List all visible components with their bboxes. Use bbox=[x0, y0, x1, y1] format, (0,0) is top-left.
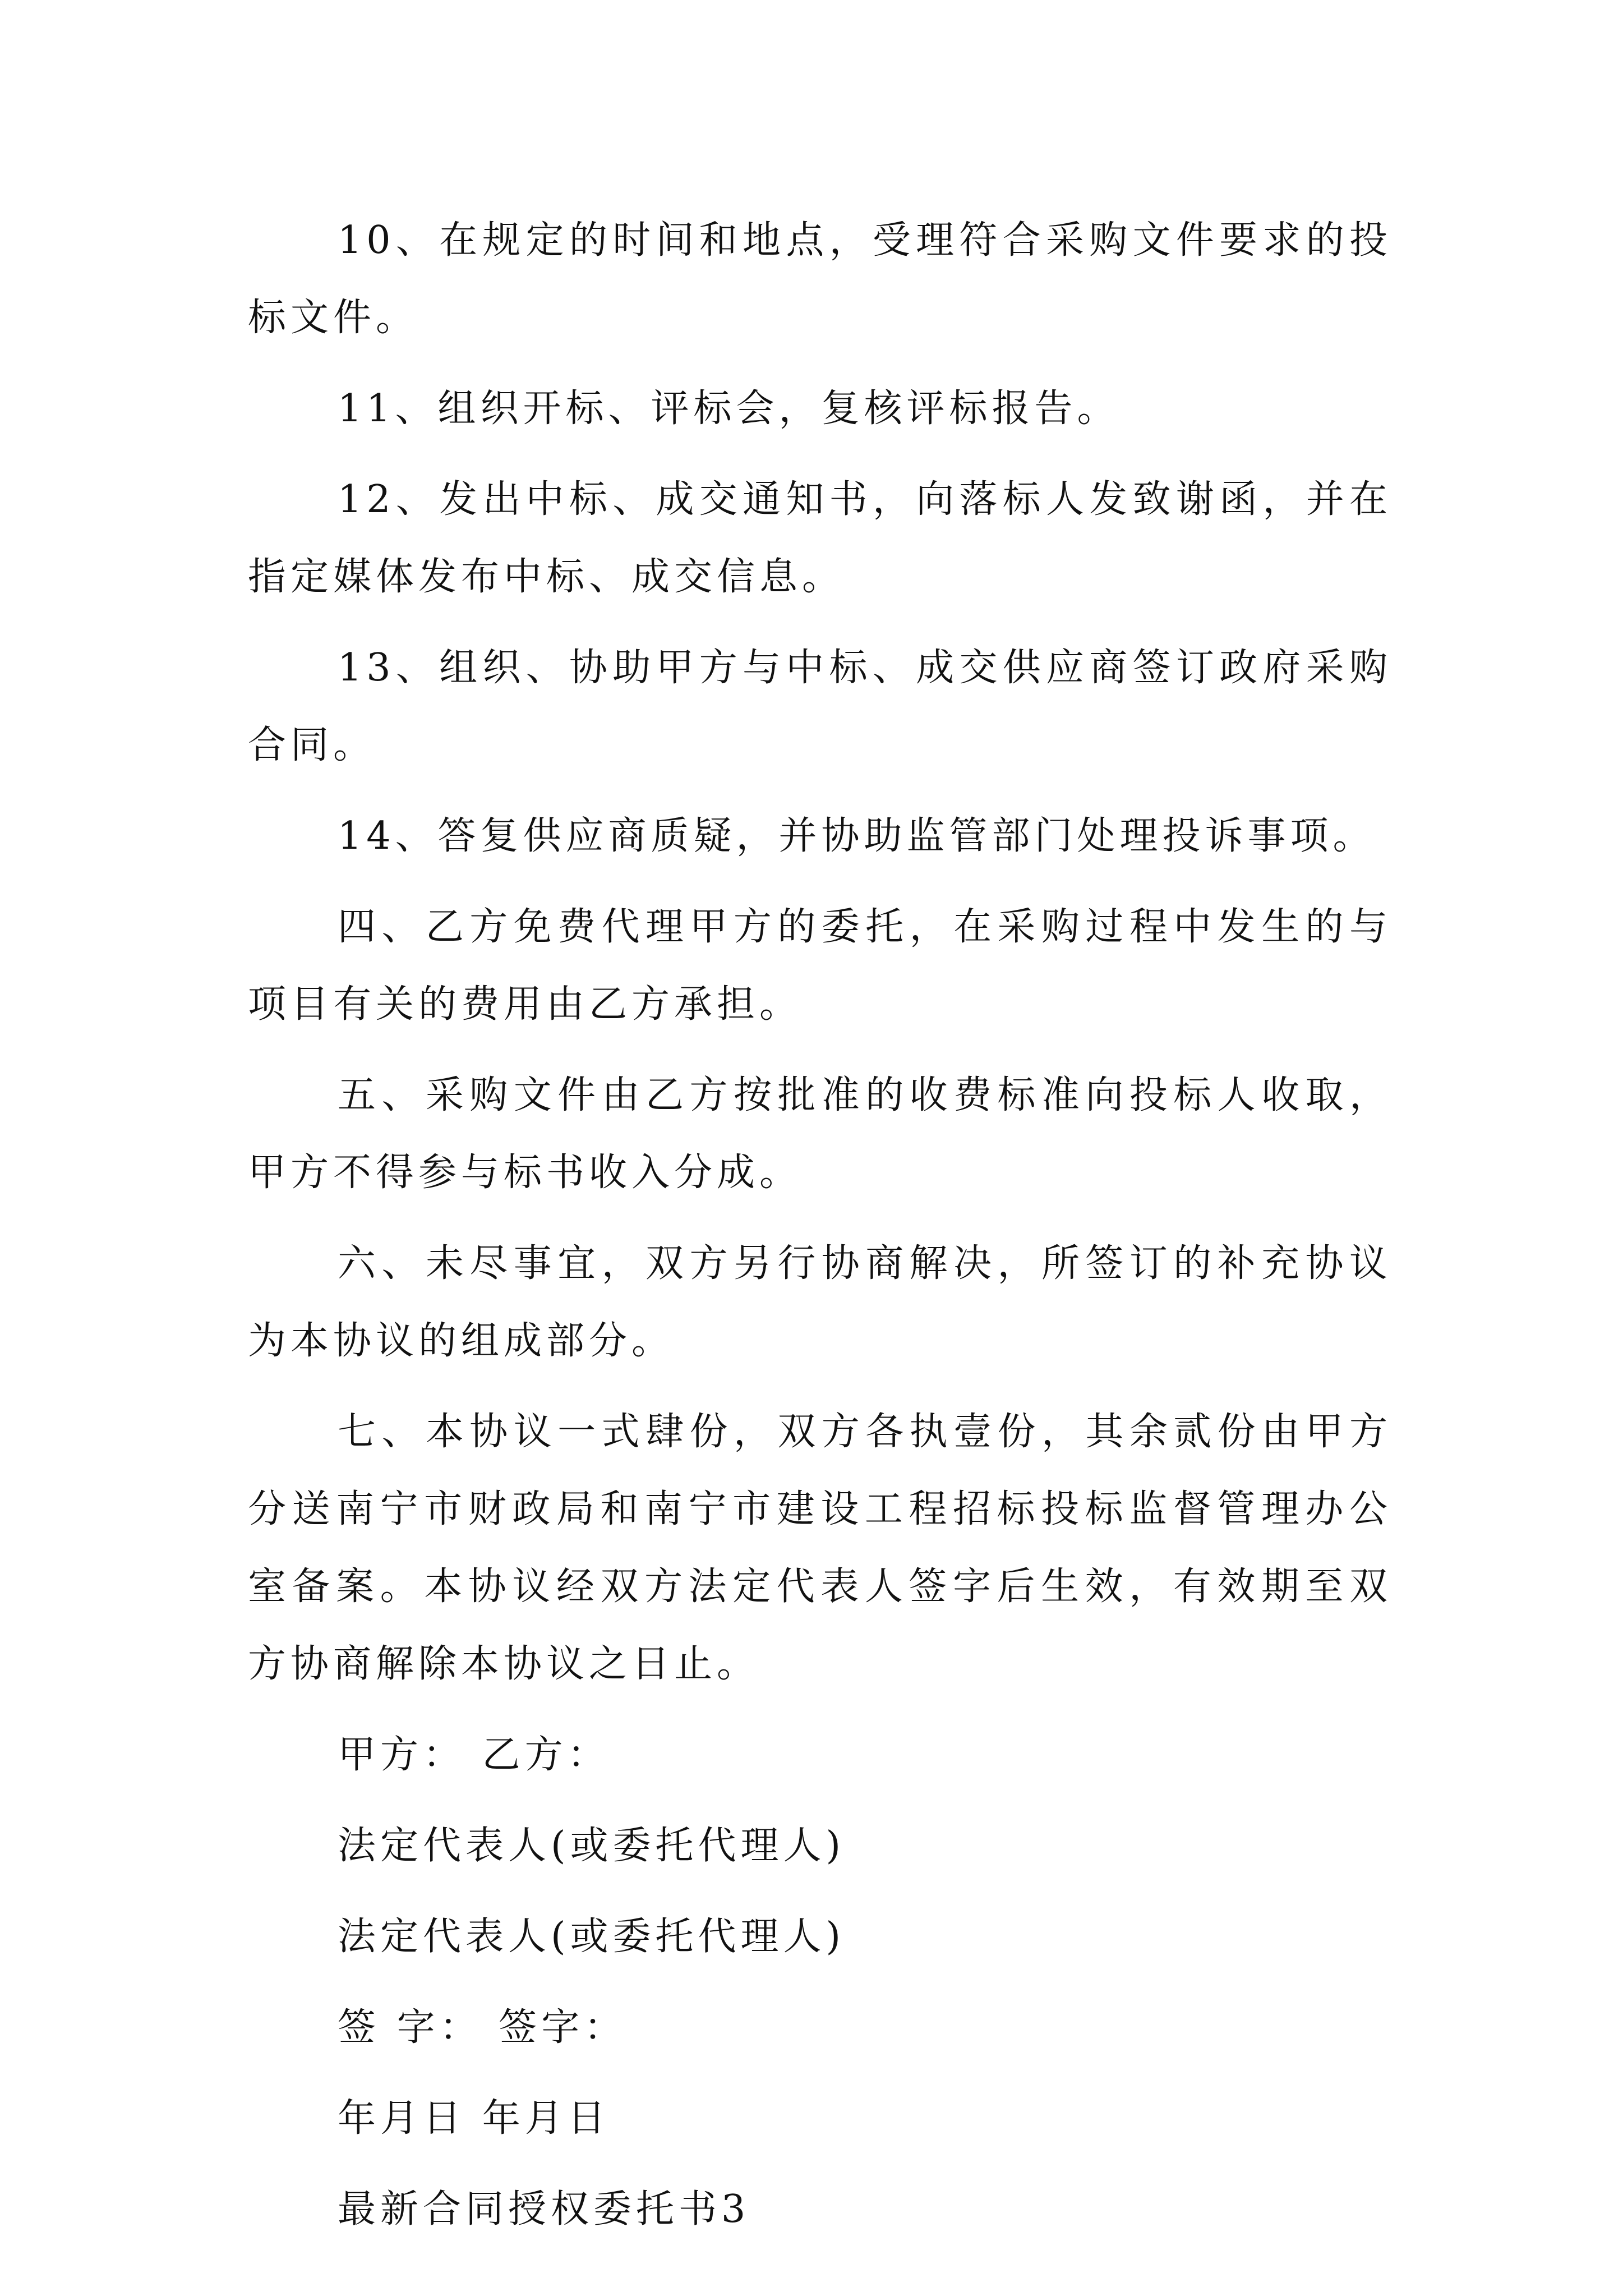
article-4: 四、乙方免费代理甲方的委托，在采购过程中发生的与项目有关的费用由乙方承担。 bbox=[248, 905, 1392, 1027]
signature-date: 年月日 年月日 bbox=[338, 2096, 610, 2141]
signature-sign: 签 字： 签字： bbox=[338, 2005, 627, 2050]
article-7: 七、本协议一式肆份，双方各执壹份，其余贰份由甲方分送南宁市财政局和南宁市建设工程招标投标监督管理办公室备案。本协议经双方法定代表人签字后生效，有效期至双方协商解除本协议之日止。 bbox=[248, 1410, 1392, 1686]
signature-block bbox=[248, 1717, 1392, 2157]
article-5: 五、采购文件由乙方按批准的收费标准向投标人收取，甲方不得参与标书收入分成。 bbox=[248, 1073, 1392, 1195]
clause-12: 12、发出中标、成交通知书，向落标人发致谢函，并在指定媒体发布中标、成交信息。 bbox=[248, 477, 1392, 599]
clause-13: 13、组织、协助甲方与中标、成交供应商签订政府采购合同。 bbox=[248, 646, 1392, 767]
clause-10: 10、在规定的时间和地点，受理符合采购文件要求的投标文件。 bbox=[248, 218, 1392, 340]
signature-parties: 甲方： 乙方： bbox=[338, 1733, 610, 1777]
signature-rep-b: 法定代表人(或委托代理人) bbox=[338, 1915, 846, 1959]
article-6: 六、未尽事宜，双方另行协商解决，所签订的补充协议为本协议的组成部分。 bbox=[248, 1241, 1392, 1363]
signature-rep-a: 法定代表人(或委托代理人) bbox=[338, 1824, 846, 1868]
clause-11: 11、组织开标、评标会，复核评标报告。 bbox=[338, 386, 1120, 431]
next-section-heading: 最新合同授权委托书3 bbox=[338, 2187, 750, 2231]
document-body bbox=[248, 202, 1392, 2262]
clause-14: 14、答复供应商质疑，并协助监管部门处理投诉事项。 bbox=[338, 814, 1376, 858]
